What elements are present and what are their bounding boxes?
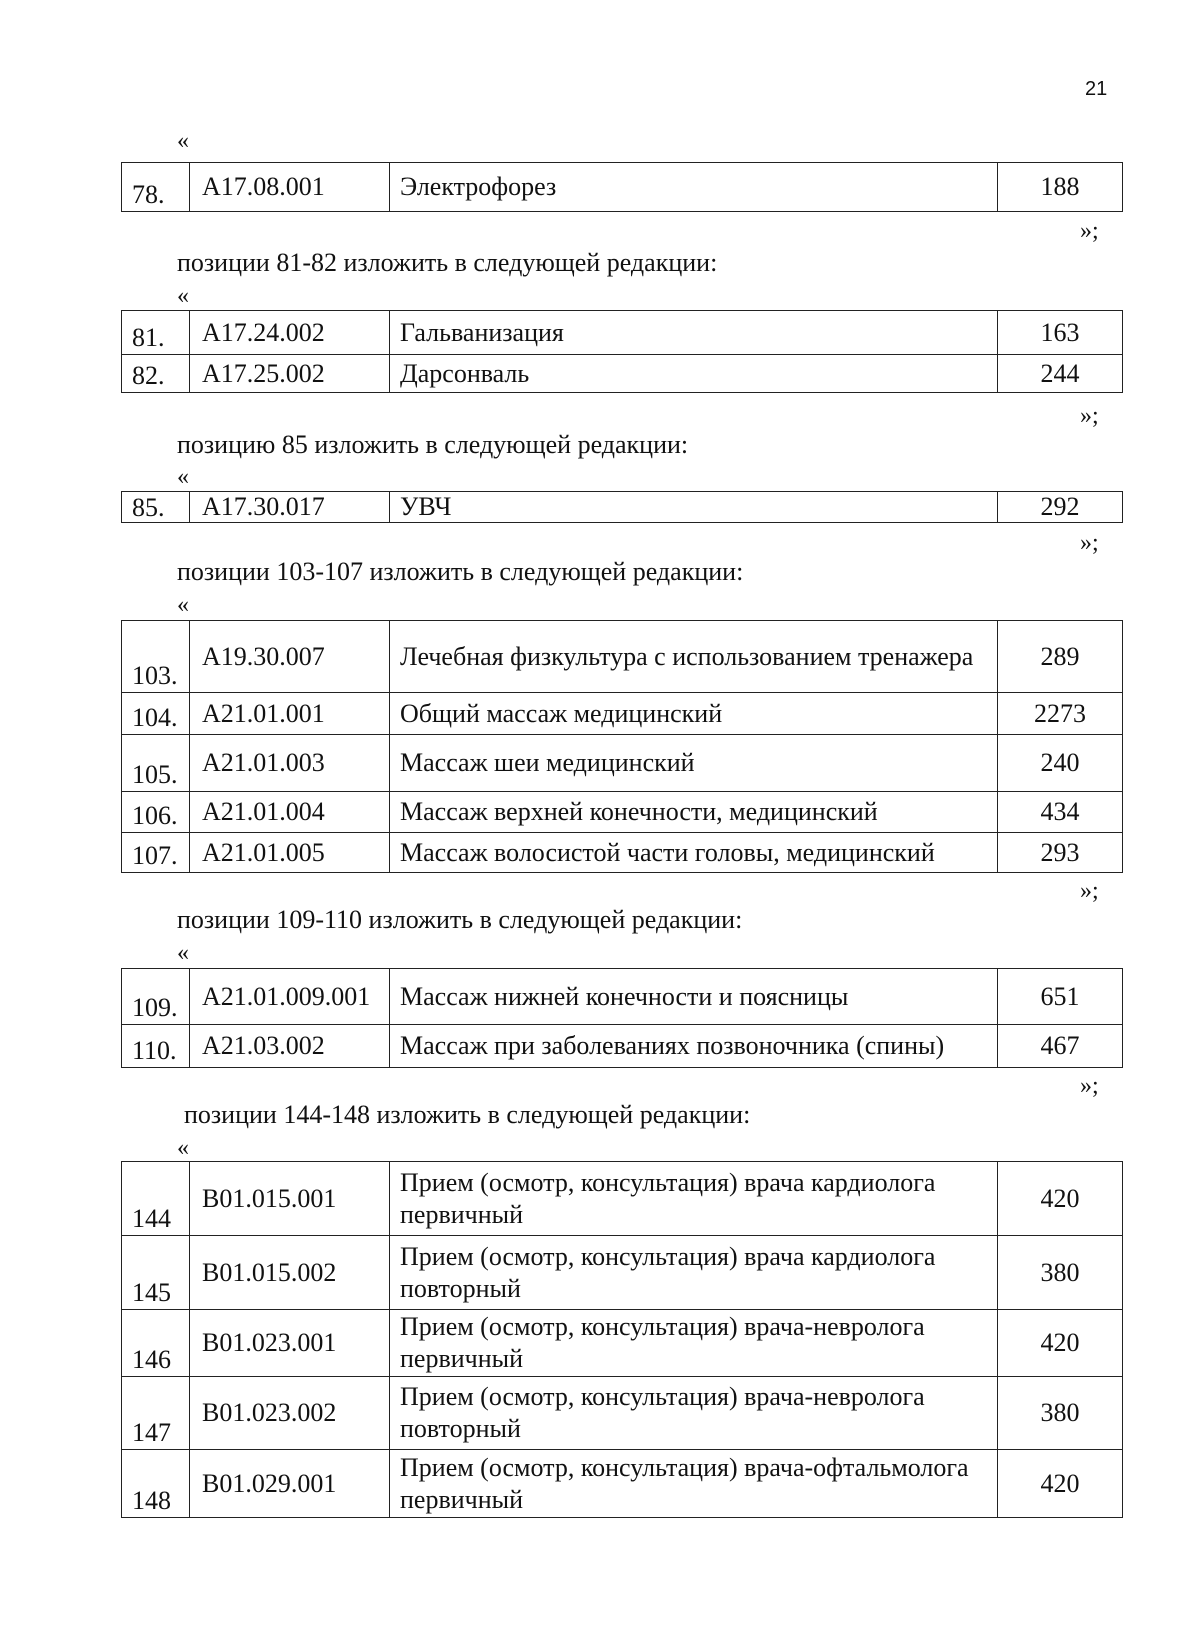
service-name: Прием (осмотр, консультация) врача-невролога повторный <box>390 1377 998 1450</box>
row-number: 81. <box>122 311 190 355</box>
table-row <box>122 735 1123 792</box>
row-number: 105. <box>122 735 190 792</box>
open-quote: « <box>177 128 189 154</box>
row-number: 145 <box>122 1236 190 1310</box>
open-quote: « <box>177 940 189 966</box>
table-row <box>122 311 1123 355</box>
close-quote: »; <box>1080 878 1099 904</box>
service-price: 244 <box>998 355 1123 393</box>
row-number: 146 <box>122 1310 190 1377</box>
row-number: 106. <box>122 792 190 833</box>
service-name: Прием (осмотр, консультация) врача кардиолога первичный <box>390 1162 998 1236</box>
page-number: 21 <box>1085 78 1108 100</box>
row-number: 82. <box>122 355 190 393</box>
service-code: A21.01.009.001 <box>190 969 390 1025</box>
close-quote: »; <box>1080 1073 1099 1099</box>
service-name: Прием (осмотр, консультация) врача кардиолога повторный <box>390 1236 998 1310</box>
table-pos-81-82 <box>121 310 1123 393</box>
service-code: A21.03.002 <box>190 1025 390 1068</box>
table-row <box>122 1025 1123 1068</box>
service-name: Массаж при заболеваниях позвоночника (спины) <box>390 1025 998 1068</box>
service-price: 651 <box>998 969 1123 1025</box>
table-row <box>122 621 1123 693</box>
service-name: УВЧ <box>390 492 998 523</box>
row-number: 148 <box>122 1450 190 1518</box>
service-code: A17.25.002 <box>190 355 390 393</box>
service-code: A17.08.001 <box>190 163 390 212</box>
table-pos-103-107 <box>121 620 1123 873</box>
row-number: 85. <box>122 492 190 523</box>
service-price: 420 <box>998 1450 1123 1518</box>
service-code: B01.023.002 <box>190 1377 390 1450</box>
row-number: 103. <box>122 621 190 693</box>
table-row <box>122 355 1123 393</box>
service-name: Массаж верхней конечности, медицинский <box>390 792 998 833</box>
service-code: B01.029.001 <box>190 1450 390 1518</box>
service-price: 420 <box>998 1310 1123 1377</box>
table-pos-85 <box>121 491 1123 523</box>
service-code: A21.01.001 <box>190 693 390 735</box>
open-quote: « <box>177 592 189 618</box>
row-number: 110. <box>122 1025 190 1068</box>
service-name: Прием (осмотр, консультация) врача-офтальмолога первичный <box>390 1450 998 1518</box>
close-quote: »; <box>1080 530 1099 556</box>
table-row <box>122 1310 1123 1377</box>
row-number: 107. <box>122 833 190 873</box>
close-quote: »; <box>1080 403 1099 429</box>
table-row <box>122 492 1123 523</box>
service-name: Общий массаж медицинский <box>390 693 998 735</box>
open-quote: « <box>177 464 189 490</box>
instruction-144-148: позиции 144-148 изложить в следующей редакции: <box>184 1100 751 1129</box>
service-name: Прием (осмотр, консультация) врача-невролога первичный <box>390 1310 998 1377</box>
open-quote: « <box>177 283 189 309</box>
service-name: Массаж нижней конечности и поясницы <box>390 969 998 1025</box>
service-name: Массаж волосистой части головы, медицинский <box>390 833 998 873</box>
service-name: Дарсонваль <box>390 355 998 393</box>
close-quote: »; <box>1080 218 1099 244</box>
service-price: 188 <box>998 163 1123 212</box>
instruction-109-110: позиции 109-110 изложить в следующей редакции: <box>177 905 743 934</box>
table-pos-78 <box>121 162 1123 212</box>
service-price: 240 <box>998 735 1123 792</box>
service-code: A17.24.002 <box>190 311 390 355</box>
service-code: A21.01.003 <box>190 735 390 792</box>
table-pos-144-148 <box>121 1161 1123 1518</box>
service-name: Массаж шеи медицинский <box>390 735 998 792</box>
service-price: 380 <box>998 1377 1123 1450</box>
row-number: 109. <box>122 969 190 1025</box>
table-row <box>122 833 1123 873</box>
table-row <box>122 693 1123 735</box>
service-code: B01.015.002 <box>190 1236 390 1310</box>
service-name: Электрофорез <box>390 163 998 212</box>
table-row <box>122 1236 1123 1310</box>
open-quote: « <box>177 1135 189 1161</box>
service-price: 293 <box>998 833 1123 873</box>
row-number: 144 <box>122 1162 190 1236</box>
instruction-85: позицию 85 изложить в следующей редакции: <box>177 430 689 459</box>
service-price: 420 <box>998 1162 1123 1236</box>
service-code: B01.015.001 <box>190 1162 390 1236</box>
table-row <box>122 163 1123 212</box>
table-row <box>122 1450 1123 1518</box>
instruction-103-107: позиции 103-107 изложить в следующей редакции: <box>177 557 744 586</box>
service-price: 380 <box>998 1236 1123 1310</box>
service-code: A21.01.004 <box>190 792 390 833</box>
instruction-81-82: позиции 81-82 изложить в следующей редакции: <box>177 248 718 277</box>
service-price: 2273 <box>998 693 1123 735</box>
table-pos-109-110 <box>121 968 1123 1068</box>
service-price: 467 <box>998 1025 1123 1068</box>
service-name: Гальванизация <box>390 311 998 355</box>
service-code: A19.30.007 <box>190 621 390 693</box>
row-number: 104. <box>122 693 190 735</box>
service-code: A21.01.005 <box>190 833 390 873</box>
service-price: 292 <box>998 492 1123 523</box>
row-number: 147 <box>122 1377 190 1450</box>
service-code: A17.30.017 <box>190 492 390 523</box>
table-row <box>122 1162 1123 1236</box>
service-code: B01.023.001 <box>190 1310 390 1377</box>
service-name: Лечебная физкультура с использованием тренажера <box>390 621 998 693</box>
table-row <box>122 792 1123 833</box>
table-row <box>122 1377 1123 1450</box>
service-price: 163 <box>998 311 1123 355</box>
service-price: 289 <box>998 621 1123 693</box>
service-price: 434 <box>998 792 1123 833</box>
table-row <box>122 969 1123 1025</box>
row-number: 78. <box>122 163 190 212</box>
